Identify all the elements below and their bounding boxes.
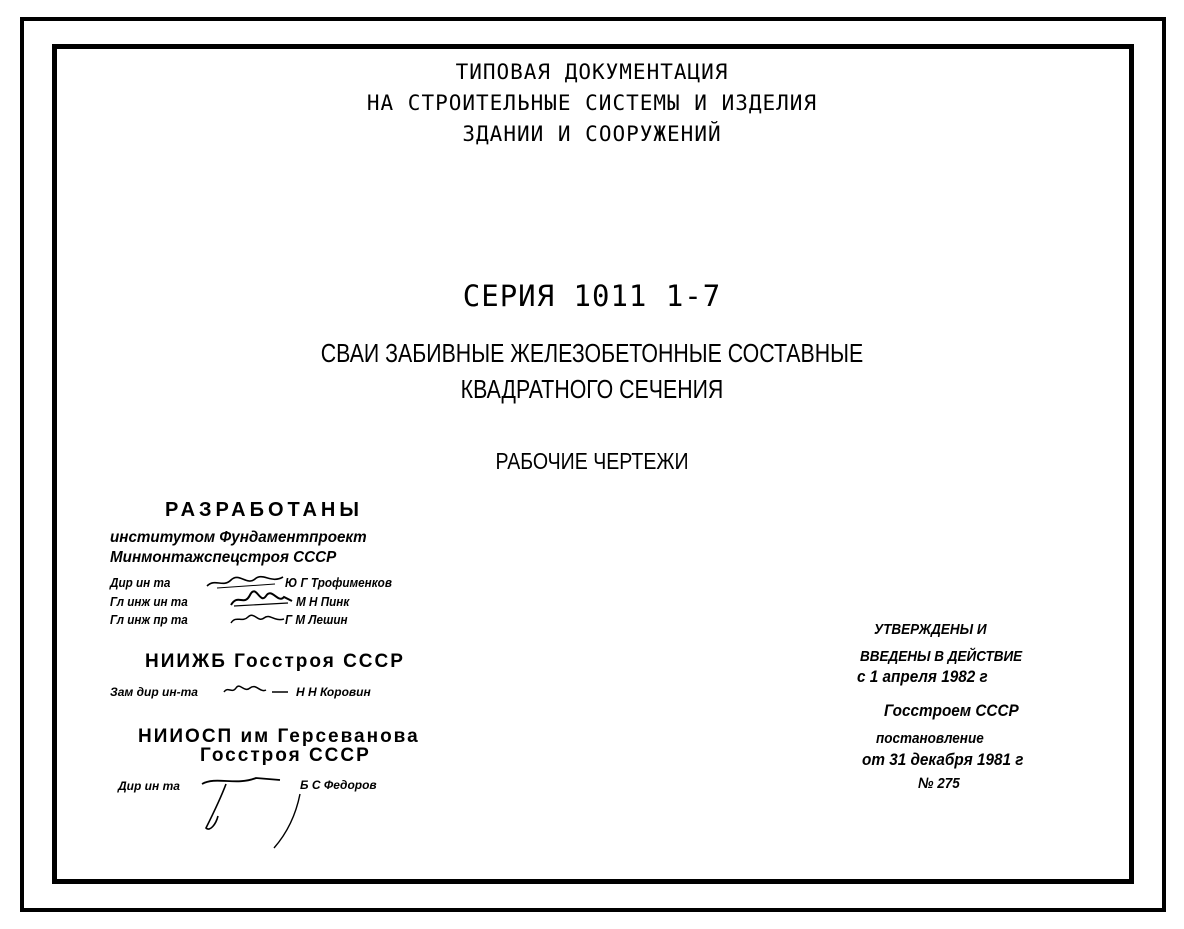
- developed-title: РАЗРАБОТАНЫ: [165, 499, 363, 521]
- subject-line-1: СВАИ ЗАБИВНЫЕ ЖЕЛЕЗОБЕТОННЫЕ СОСТАВНЫЕ: [320, 338, 864, 368]
- header-line-1: ТИПОВАЯ ДОКУМЕНТАЦИЯ: [455, 60, 729, 84]
- approved-line-7: № 275: [918, 775, 960, 792]
- staff-name-3: Г М Лешин: [285, 612, 348, 627]
- approved-line-5: постановление: [876, 730, 984, 747]
- header-line-2: НА СТРОИТЕЛЬНЫЕ СИСТЕМЫ И ИЗДЕЛИЯ: [366, 91, 818, 115]
- org2-title: НИИЖБ Госстроя СССР: [145, 651, 405, 672]
- org2-staff-name: Н Н Коровин: [296, 685, 371, 699]
- approved-line-2: ВВЕДЕНЫ В ДЕЙСТВИЕ: [860, 648, 1023, 665]
- staff-name-2: М Н Пинк: [296, 594, 350, 609]
- approved-line-6: от 31 декабря 1981 г: [862, 750, 1024, 769]
- approved-line-1: УТВЕРЖДЕНЫ И: [874, 621, 987, 638]
- signature-fedorov: [196, 770, 316, 850]
- org1-line-1: институтом Фундаментпроект: [110, 529, 367, 546]
- staff-role-1: Дир ин та: [110, 575, 171, 590]
- staff-name-1: Ю Г Трофименков: [285, 575, 392, 590]
- header-line-3: ЗДАНИИ И СООРУЖЕНИЙ: [462, 122, 722, 146]
- staff-role-3: Гл инж пр та: [110, 612, 188, 627]
- approved-line-3: с 1 апреля 1982 г: [857, 667, 988, 686]
- signature-pink: [228, 591, 294, 609]
- staff-role-2: Гл инж ин та: [110, 594, 188, 609]
- signature-trofimenkov: [205, 574, 285, 592]
- org2-staff-role: Зам дир ин-та: [110, 685, 198, 699]
- drawings-label: РАБОЧИЕ ЧЕРТЕЖИ: [495, 448, 689, 474]
- series-title: СЕРИЯ 1011 1-7: [462, 279, 722, 313]
- org3-line-1: НИИОСП им Герсеванова: [138, 726, 420, 747]
- approved-line-4: Госстроем СССР: [884, 701, 1019, 720]
- org3-staff-name: Б С Федоров: [300, 778, 377, 792]
- subject-line-2: КВАДРАТНОГО СЕЧЕНИЯ: [460, 374, 724, 404]
- org1-line-2: Минмонтажспецстроя СССР: [110, 549, 337, 566]
- org3-line-2: Госстроя СССР: [200, 745, 371, 766]
- org3-staff-role: Дир ин та: [118, 779, 180, 793]
- signature-leshin: [228, 611, 286, 627]
- signature-korovin: [222, 682, 292, 698]
